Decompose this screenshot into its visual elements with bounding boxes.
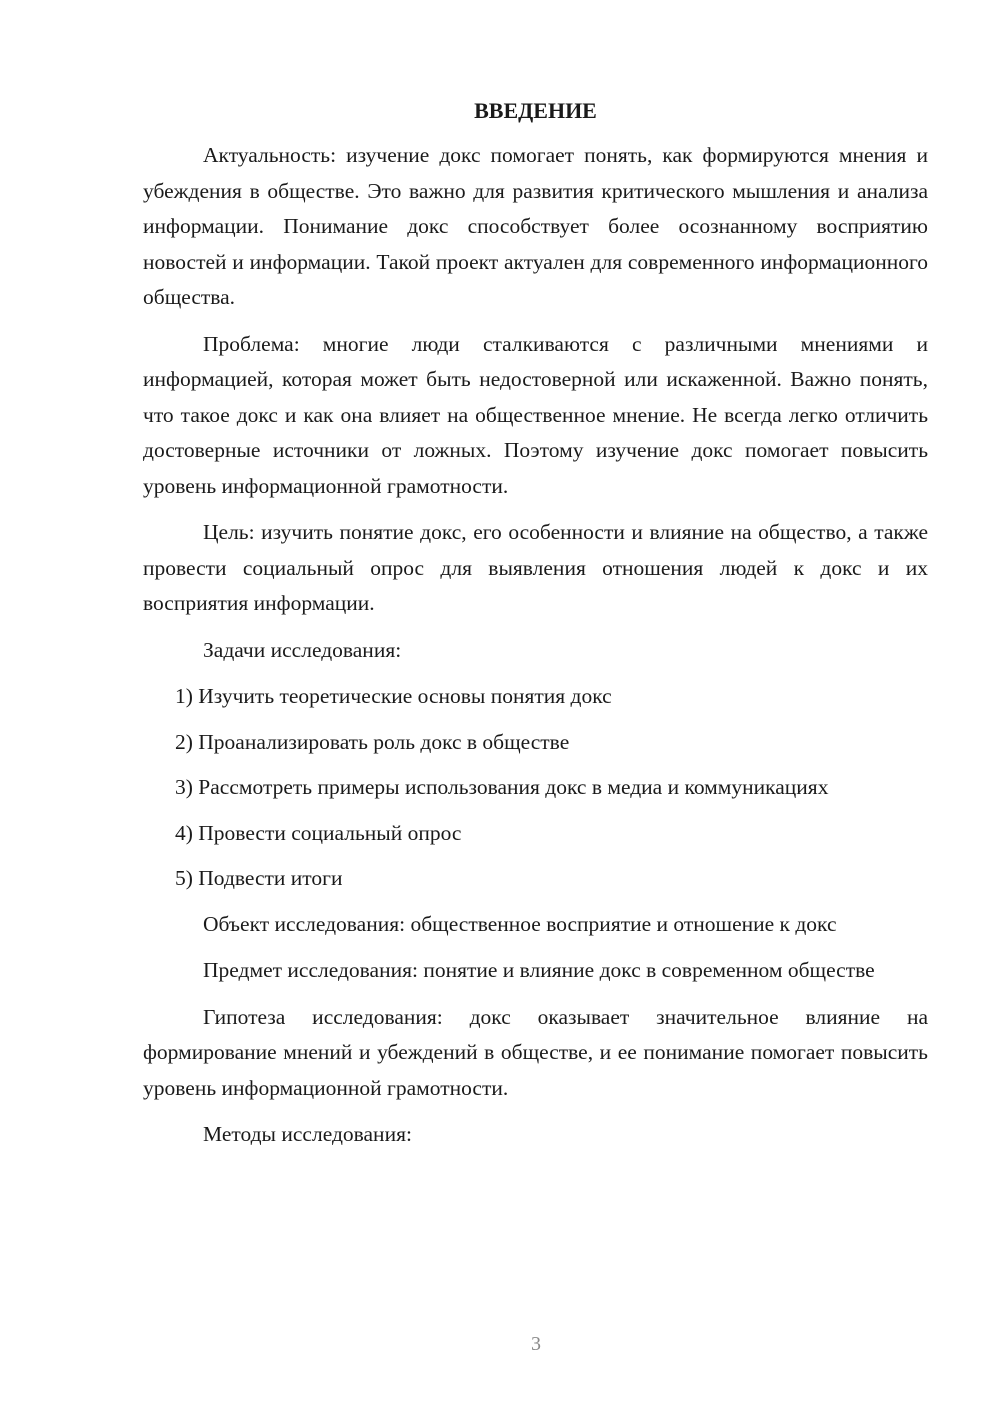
task-item-3: 3) Рассмотреть примеры использования докс в медиа и коммуникациях bbox=[175, 775, 829, 799]
methods-heading: Методы исследования: bbox=[203, 1122, 412, 1146]
document-page bbox=[143, 96, 928, 1164]
page-title: ВВЕДЕНИЕ bbox=[474, 98, 597, 123]
paragraph-subject: Предмет исследования: понятие и влияние докс в современном обществе bbox=[203, 958, 875, 982]
tasks-heading: Задачи исследования: bbox=[203, 637, 402, 662]
paragraph-relevance: Актуальность: изучение докс помогает понять, как формируются мнения и убеждения в обществе. Это важно для развития критического мышления и анализа информации. Понимание докс способствует более осознанному восприятию новостей и информации. Такой проект актуален для современного информационного общества. bbox=[143, 143, 928, 309]
task-item-1: 1) Изучить теоретические основы понятия докс bbox=[175, 684, 612, 708]
paragraph-object: Объект исследования: общественное восприятие и отношение к докс bbox=[203, 911, 837, 936]
paragraph-hypothesis: Гипотеза исследования: докс оказывает значительное влияние на формирование мнений и убеждений в обществе, и ее понимание помогает повысить уровень информационной грамотности. bbox=[143, 1004, 928, 1100]
task-item-2: 2) Проанализировать роль докс в обществе bbox=[175, 729, 570, 754]
page-number: 3 bbox=[531, 1333, 541, 1355]
task-item-5: 5) Подвести итоги bbox=[175, 866, 343, 890]
paragraph-goal: Цель: изучить понятие докс, его особенности и влияние на общество, а также провести социальный опрос для выявления отношения людей к докс и их восприятия информации. bbox=[143, 520, 928, 615]
paragraph-problem: Проблема: многие люди сталкиваются с различными мнениями и информацией, которая может быть недостоверной или искаженной. Важно понять, что такое докс и как она влияет на общественное мнение. Не всегда легко отличить достоверные источники от ложных. Поэтому изучение докс помогает повысить уровень информационной грамотности. bbox=[143, 331, 928, 498]
task-item-4: 4) Провести социальный опрос bbox=[175, 820, 462, 845]
